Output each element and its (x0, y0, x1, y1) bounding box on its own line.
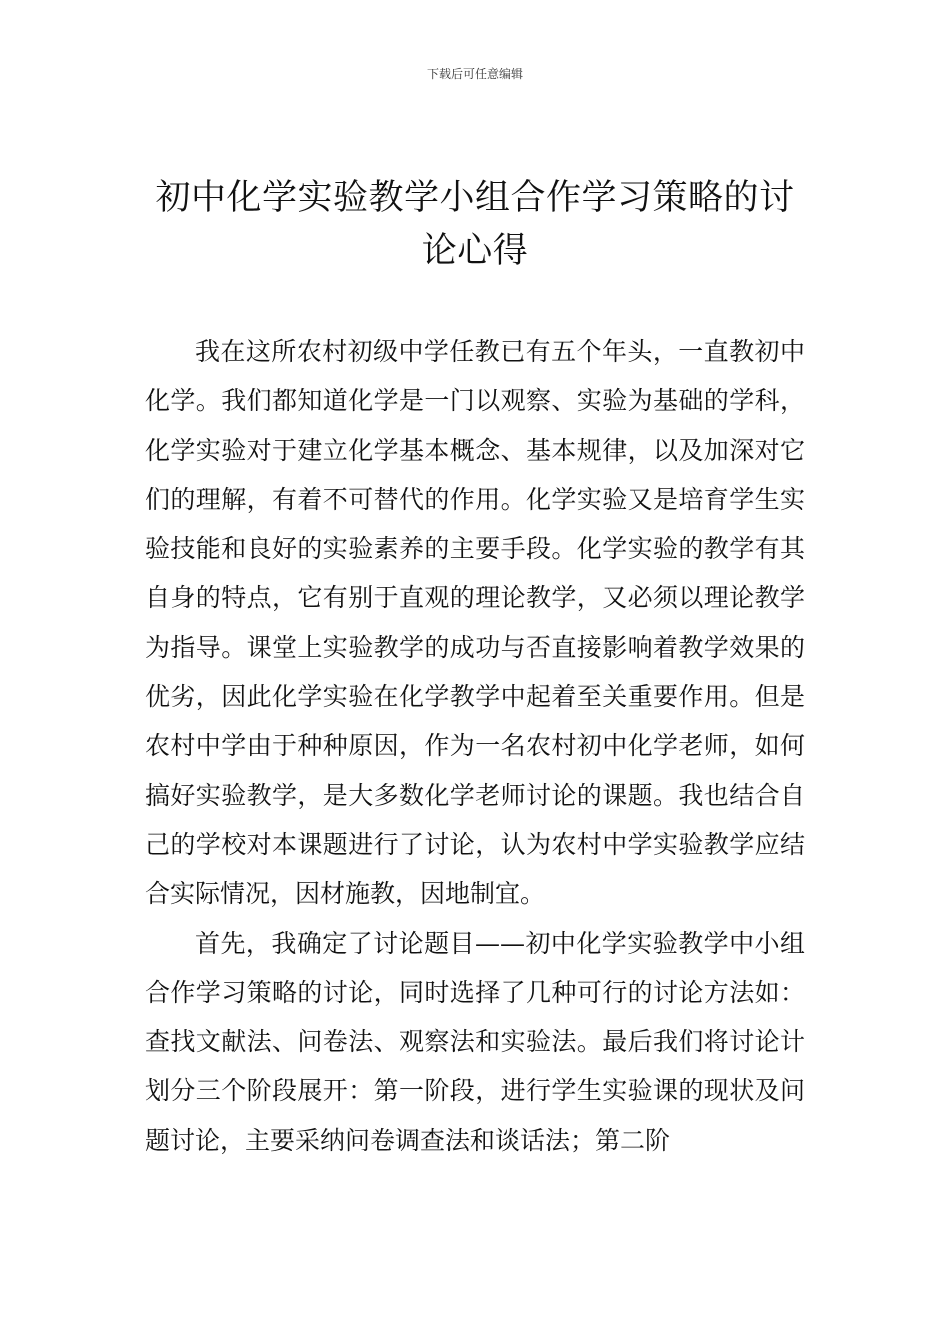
paragraph-1: 我在这所农村初级中学任教已有五个年头，一直教初中化学。我们都知道化学是一门以观察、实验为基础的学科，化学实验对于建立化学基本概念、基本规律，以及加深对它们的理解，有着不可替代的作用。化学实验又是培育学生实验技能和良好的实验素养的主要手段。化学实验的教学有其自身的特点，它有别于直观的理论教学，又必须以理论教学为指导。课堂上实验教学的成功与否直接影响着教学效果的优劣，因此化学实验在化学教学中起着至关重要作用。但是农村中学由于种种原因，作为一名农村初中化学老师，如何搞好实验教学，是大多数化学老师讨论的课题。我也结合自己的学校对本课题进行了讨论，认为农村中学实验教学应结合实际情况，因材施教，因地制宜。 (145, 337, 805, 909)
document-title: 初中化学实验教学小组合作学习策略的讨论心得 (155, 178, 795, 271)
header-note: 下载后可任意编辑 (426, 67, 523, 81)
document-body (145, 327, 805, 1165)
paragraph-2: 首先，我确定了讨论题目——初中化学实验教学中小组合作学习策略的讨论，同时选择了几种可行的讨论方法如：查找文献法、问卷法、观察法和实验法。最后我们将讨论计划分三个阶段展开：第一阶段，进行学生实验课的现状及问题讨论，主要采纳问卷调查法和谈话法；第二阶 (145, 928, 805, 1155)
